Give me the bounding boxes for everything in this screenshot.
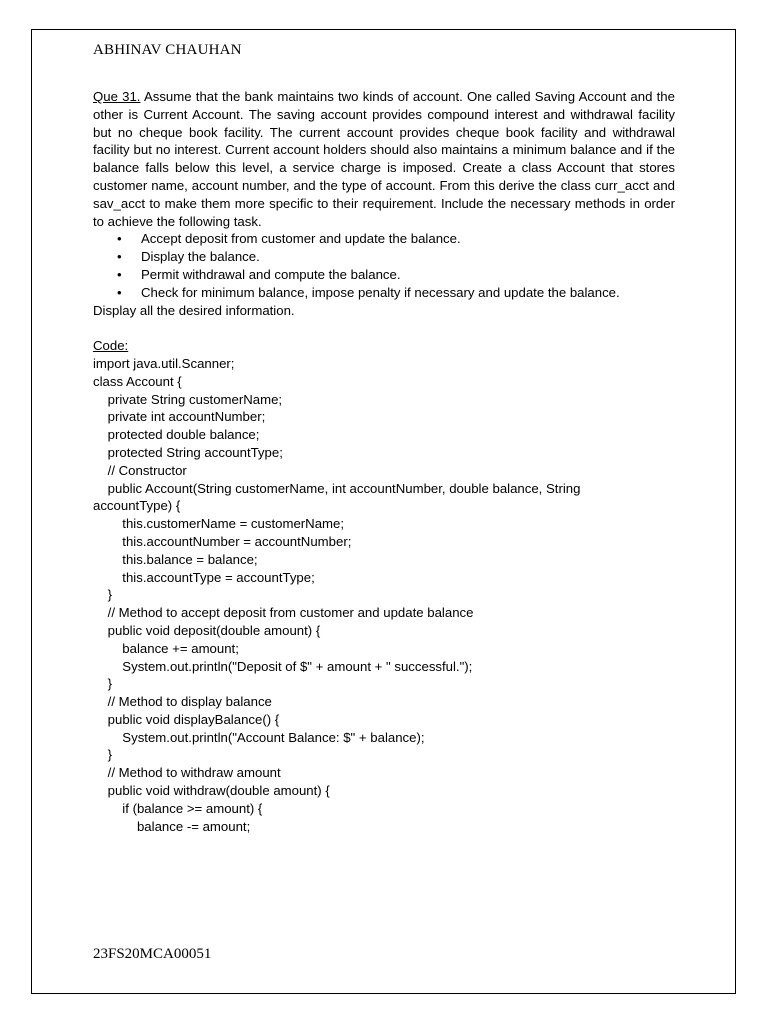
code-line: protected double balance;	[93, 427, 260, 443]
code-block	[93, 355, 675, 836]
task-item: • Display the balance.	[141, 248, 675, 266]
code-line: this.accountNumber = accountNumber;	[93, 533, 352, 549]
task-list	[93, 230, 675, 301]
code-line: this.balance = balance;	[93, 551, 258, 567]
code-line: }	[93, 747, 113, 763]
code-line: // Method to display balance	[93, 694, 272, 710]
question-label: Que 31.	[93, 89, 141, 104]
page-content	[93, 88, 675, 835]
code-line: public void withdraw(double amount) {	[93, 783, 330, 799]
code-line: // Method to withdraw amount	[93, 765, 281, 781]
code-line: public void deposit(double amount) {	[93, 622, 321, 638]
spacer	[93, 319, 675, 337]
code-line: // Method to accept deposit from customer and update balance	[93, 605, 474, 621]
code-line: System.out.println("Deposit of $" + amount + " successful.");	[93, 658, 473, 674]
task-item: • Check for minimum balance, impose penalty if necessary and update the balance.	[141, 284, 675, 302]
code-line: accountType) {	[93, 498, 181, 514]
code-line: public Account(String customerName, int accountNumber, double balance, String	[93, 480, 581, 496]
code-line: public void displayBalance() {	[93, 711, 280, 727]
code-line: class Account {	[93, 373, 182, 389]
task-item: • Accept deposit from customer and update the balance.	[141, 230, 675, 248]
author-header: ABHINAV CHAUHAN	[93, 42, 242, 58]
code-line: import java.util.Scanner;	[93, 355, 235, 371]
code-line: protected String accountType;	[93, 444, 283, 460]
code-line: System.out.println("Account Balance: $" + balance);	[93, 729, 425, 745]
code-line: this.customerName = customerName;	[93, 516, 345, 532]
code-line: if (balance >= amount) {	[93, 800, 263, 816]
question-closing: Display all the desired information.	[93, 302, 295, 318]
code-label: Code:	[93, 338, 129, 354]
code-line: }	[93, 587, 113, 603]
code-line: balance -= amount;	[93, 818, 251, 834]
code-line: private String customerName;	[93, 391, 283, 407]
question-paragraph	[93, 88, 675, 230]
code-line: balance += amount;	[93, 640, 239, 656]
code-line: }	[93, 676, 113, 692]
question-text: Assume that the bank maintains two kinds of account. One called Saving Account and the other is Current Account. The saving account provides compound interest and withdrawal facility but no cheque book facility. The current account provides cheque book facility and withdrawal facility but no interest. Current account holders should also maintains a minimum balance and if the balance falls below this level, a service charge is imposed. Create a class Account that stores customer name, account number, and the type of account. From this derive the class curr_acct and sav_acct to make them more specific to their requirement. Include the necessary methods in order to achieve the following task.	[93, 89, 675, 229]
code-line: // Constructor	[93, 462, 187, 478]
code-line: this.accountType = accountType;	[93, 569, 315, 585]
student-id-footer: 23FS20MCA00051	[93, 946, 212, 962]
code-line: private int accountNumber;	[93, 409, 266, 425]
task-item: • Permit withdrawal and compute the balance.	[141, 266, 675, 284]
